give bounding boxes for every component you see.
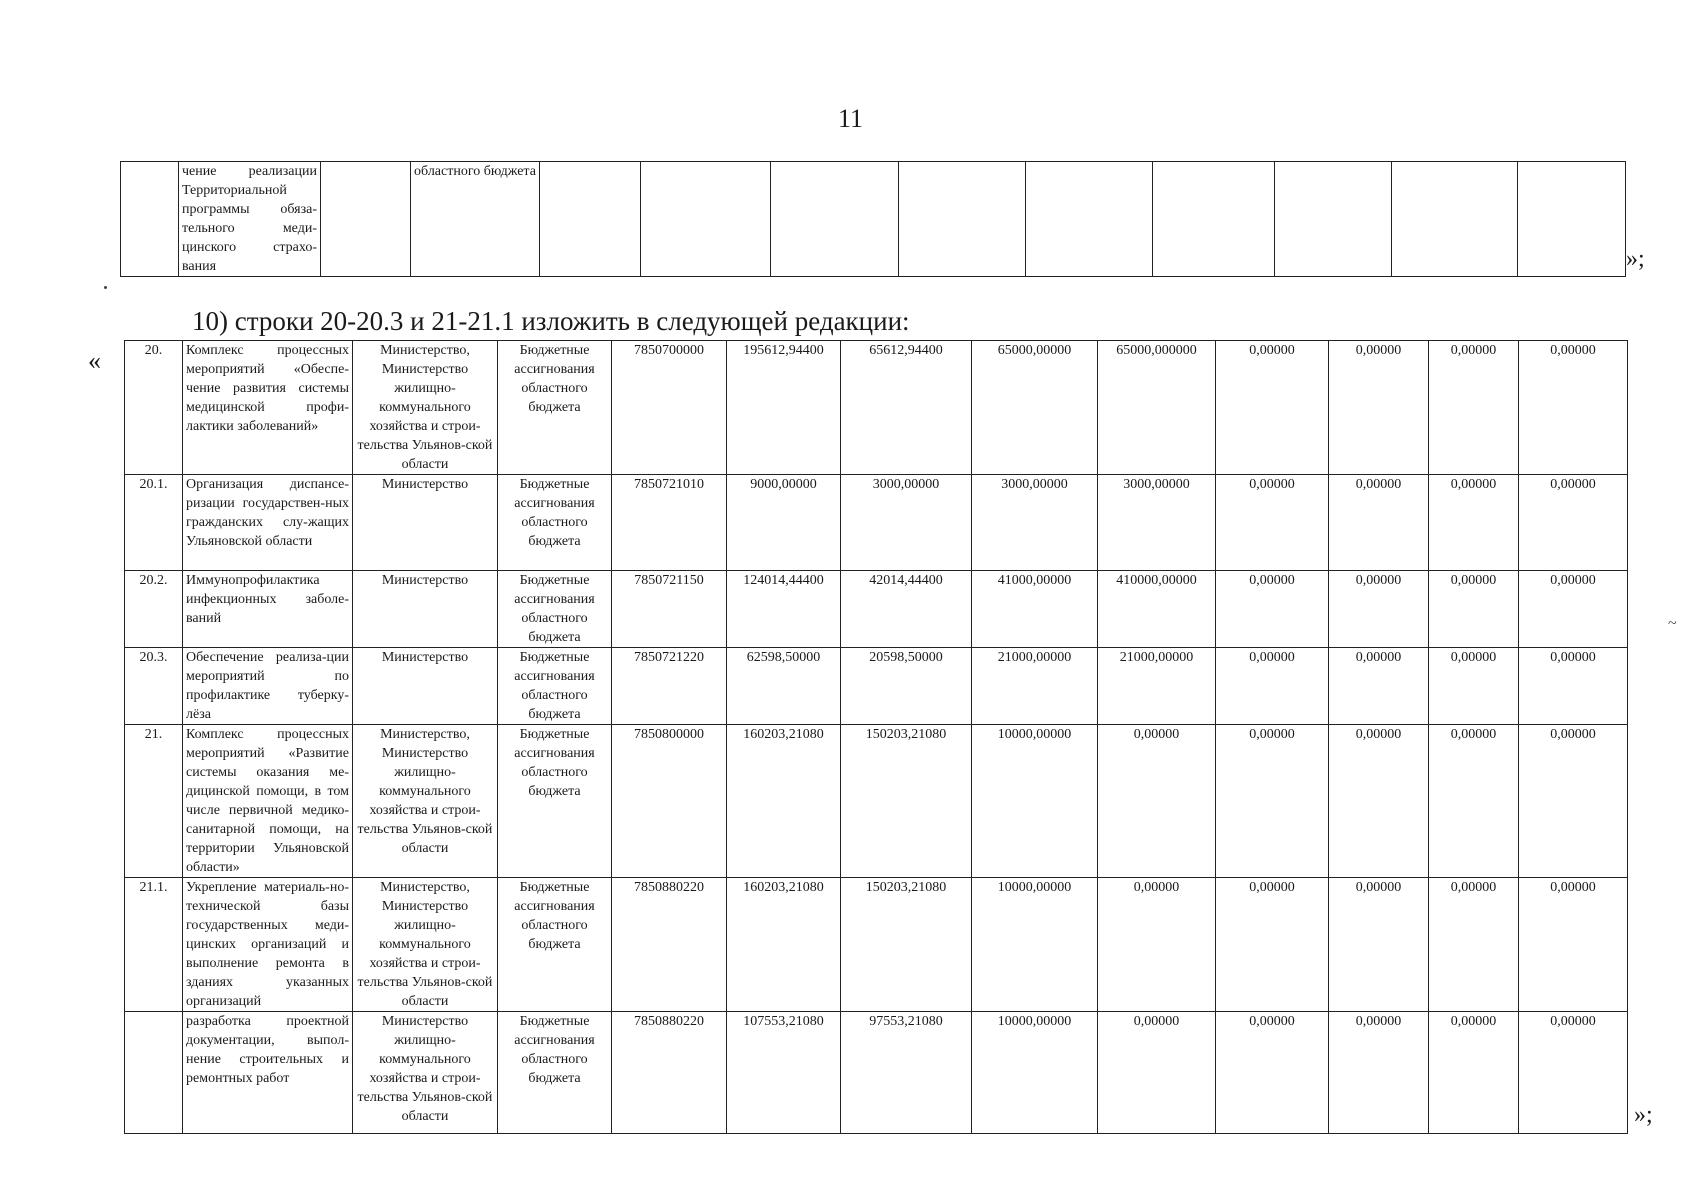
row-value-cell: 0,00000 xyxy=(1329,571,1429,648)
closing-quote-mark: »; xyxy=(1626,246,1645,272)
row-value-cell: 3000,00000 xyxy=(841,475,972,571)
row-value-cell: 65000,000000 xyxy=(1098,341,1216,475)
row-value-cell: 0,00000 xyxy=(1329,341,1429,475)
table-row xyxy=(121,162,1626,277)
row-value-cell: 0,00000 xyxy=(1216,341,1329,475)
row-value-cell: 0,00000 xyxy=(1329,475,1429,571)
row-value-cell: 65000,00000 xyxy=(972,341,1098,475)
row-value-cell: 20598,50000 xyxy=(841,648,972,725)
row-number-cell: 21.1. xyxy=(125,878,183,1012)
row-value-cell: 0,00000 xyxy=(1216,725,1329,878)
row-value-cell: 0,00000 xyxy=(1329,648,1429,725)
row-name-cell: Комплекс процессных мероприятий «Развитие системы оказания ме-дицинской помощи, в том числе первичной медико-санитарной помощи, на территории Ульяновской области» xyxy=(183,725,353,878)
scan-mark: ~ xyxy=(1668,615,1677,632)
row-code-cell: 7850800000 xyxy=(612,725,727,878)
row-value-cell: 0,00000 xyxy=(1519,475,1628,571)
row-executor-cell: Министерство, Министерство жилищно-коммунального хозяйства и строи-тельства Ульянов-ской области xyxy=(353,725,498,878)
table-row xyxy=(125,475,1628,571)
row-value-cell: 41000,00000 xyxy=(972,571,1098,648)
row-value-cell: 0,00000 xyxy=(1519,878,1628,1012)
row-value-cell xyxy=(1275,162,1392,277)
scan-speck xyxy=(104,286,107,289)
row-code-cell: 7850880220 xyxy=(612,1012,727,1134)
row-executor-cell: Министерство xyxy=(353,648,498,725)
row-name-cell: разработка проектной документации, выпол-нение строительных и ремонтных работ xyxy=(183,1012,353,1134)
row-source-cell: Бюджетные ассигнования областного бюджета xyxy=(498,878,612,1012)
row-code-cell: 7850700000 xyxy=(612,341,727,475)
row-value-cell: 195612,94400 xyxy=(727,341,841,475)
row-value-cell xyxy=(1392,162,1518,277)
row-number-cell: 20.1. xyxy=(125,475,183,571)
row-value-cell: 0,00000 xyxy=(1429,648,1519,725)
row-value-cell: 0,00000 xyxy=(1216,475,1329,571)
continuation-table xyxy=(120,161,1626,277)
row-name-cell: Комплекс процессных мероприятий «Обеспе-чение развития системы медицинской профи-лактики заболеваний» xyxy=(183,341,353,475)
row-value-cell: 3000,00000 xyxy=(972,475,1098,571)
row-value-cell: 65612,94400 xyxy=(841,341,972,475)
row-funding-cell: областного бюджета xyxy=(411,162,540,277)
row-value-cell: 42014,44400 xyxy=(841,571,972,648)
row-value-cell: 62598,50000 xyxy=(727,648,841,725)
row-value-cell: 0,00000 xyxy=(1519,571,1628,648)
table-row xyxy=(125,725,1628,878)
row-executor-cell: Министерство xyxy=(353,571,498,648)
row-value-cell: 0,00000 xyxy=(1519,1012,1628,1134)
row-source-cell: Бюджетные ассигнования областного бюджета xyxy=(498,341,612,475)
row-value-cell: 10000,00000 xyxy=(972,1012,1098,1134)
row-value-cell: 97553,21080 xyxy=(841,1012,972,1134)
row-name-cell: Обеспечение реализа-ции мероприятий по профилактике туберку-лёза xyxy=(183,648,353,725)
row-value-cell: 0,00000 xyxy=(1216,648,1329,725)
row-code-cell: 7850721150 xyxy=(612,571,727,648)
row-name-cell: Иммунопрофилактика инфекционных заболе-ваний xyxy=(183,571,353,648)
row-name-cell: Организация диспансе-ризации государствен-ных гражданских слу-жащих Ульяновской области xyxy=(183,475,353,571)
row-value-cell: 150203,21080 xyxy=(841,878,972,1012)
row-value-cell: 124014,44400 xyxy=(727,571,841,648)
row-executor-cell xyxy=(321,162,411,277)
row-source-cell: Бюджетные ассигнования областного бюджета xyxy=(498,1012,612,1134)
closing-quote-mark: »; xyxy=(1634,1102,1653,1128)
row-value-cell: 0,00000 xyxy=(1429,878,1519,1012)
row-number-cell: 20.3. xyxy=(125,648,183,725)
row-value-cell: 10000,00000 xyxy=(972,878,1098,1012)
row-code-cell: 7850721010 xyxy=(612,475,727,571)
row-source-cell: Бюджетные ассигнования областного бюджета xyxy=(498,725,612,878)
row-value-cell: 160203,21080 xyxy=(727,878,841,1012)
row-value-cell: 0,00000 xyxy=(1519,341,1628,475)
row-value-cell: 9000,00000 xyxy=(727,475,841,571)
row-value-cell: 0,00000 xyxy=(1429,475,1519,571)
row-value-cell xyxy=(540,162,641,277)
row-value-cell: 21000,00000 xyxy=(972,648,1098,725)
row-value-cell xyxy=(899,162,1026,277)
row-value-cell xyxy=(1518,162,1626,277)
row-value-cell: 10000,00000 xyxy=(972,725,1098,878)
row-value-cell: 21000,00000 xyxy=(1098,648,1216,725)
row-value-cell: 410000,00000 xyxy=(1098,571,1216,648)
row-value-cell: 3000,00000 xyxy=(1098,475,1216,571)
row-value-cell: 150203,21080 xyxy=(841,725,972,878)
row-executor-cell: Министерство xyxy=(353,475,498,571)
row-value-cell: 0,00000 xyxy=(1216,878,1329,1012)
row-name-cell: чение реализации Территориальной программы обяза-тельного меди-цинского страхо-вания xyxy=(179,162,321,277)
table-row xyxy=(125,341,1628,475)
row-value-cell: 0,00000 xyxy=(1429,725,1519,878)
row-value-cell: 0,00000 xyxy=(1329,878,1429,1012)
row-source-cell: Бюджетные ассигнования областного бюджета xyxy=(498,571,612,648)
row-value-cell: 0,00000 xyxy=(1519,725,1628,878)
row-executor-cell: Министерство, Министерство жилищно-коммунального хозяйства и строи-тельства Ульянов-ской области xyxy=(353,878,498,1012)
row-value-cell xyxy=(771,162,899,277)
table-row xyxy=(125,1012,1628,1134)
row-value-cell: 0,00000 xyxy=(1216,1012,1329,1134)
row-value-cell: 0,00000 xyxy=(1429,1012,1519,1134)
row-executor-cell: Министерство жилищно-коммунального хозяйства и строи-тельства Ульянов-ской области xyxy=(353,1012,498,1134)
table-row xyxy=(125,878,1628,1012)
row-value-cell: 0,00000 xyxy=(1098,725,1216,878)
row-value-cell: 0,00000 xyxy=(1329,725,1429,878)
row-value-cell xyxy=(641,162,771,277)
row-value-cell: 0,00000 xyxy=(1429,571,1519,648)
row-value-cell: 0,00000 xyxy=(1429,341,1519,475)
row-value-cell: 0,00000 xyxy=(1216,571,1329,648)
row-value-cell: 107553,21080 xyxy=(727,1012,841,1134)
row-number-cell: 21. xyxy=(125,725,183,878)
row-value-cell: 0,00000 xyxy=(1098,1012,1216,1134)
row-value-cell: 0,00000 xyxy=(1098,878,1216,1012)
row-name-cell: Укрепление материаль-но-технической базы государственных меди-цинских организаций и выполнение ремонта в зданиях указанных организаций xyxy=(183,878,353,1012)
row-code-cell: 7850880220 xyxy=(612,878,727,1012)
row-executor-cell: Министерство, Министерство жилищно-коммунального хозяйства и строи-тельства Ульянов-ской области xyxy=(353,341,498,475)
opening-quote-mark: « xyxy=(88,346,101,375)
row-value-cell xyxy=(1026,162,1153,277)
table-row xyxy=(125,571,1628,648)
section-heading: 10) строки 20-20.3 и 21-21.1 изложить в следующей редакции: xyxy=(192,306,910,336)
row-number-cell: 20.2. xyxy=(125,571,183,648)
row-value-cell: 0,00000 xyxy=(1329,1012,1429,1134)
row-source-cell: Бюджетные ассигнования областного бюджета xyxy=(498,648,612,725)
row-number-cell xyxy=(121,162,179,277)
row-value-cell: 160203,21080 xyxy=(727,725,841,878)
row-value-cell: 0,00000 xyxy=(1519,648,1628,725)
row-number-cell xyxy=(125,1012,183,1134)
row-source-cell: Бюджетные ассигнования областного бюджета xyxy=(498,475,612,571)
table-row xyxy=(125,648,1628,725)
row-code-cell: 7850721220 xyxy=(612,648,727,725)
row-number-cell: 20. xyxy=(125,341,183,475)
page-number: 11 xyxy=(838,104,864,133)
main-table xyxy=(124,340,1628,1134)
row-value-cell xyxy=(1153,162,1275,277)
